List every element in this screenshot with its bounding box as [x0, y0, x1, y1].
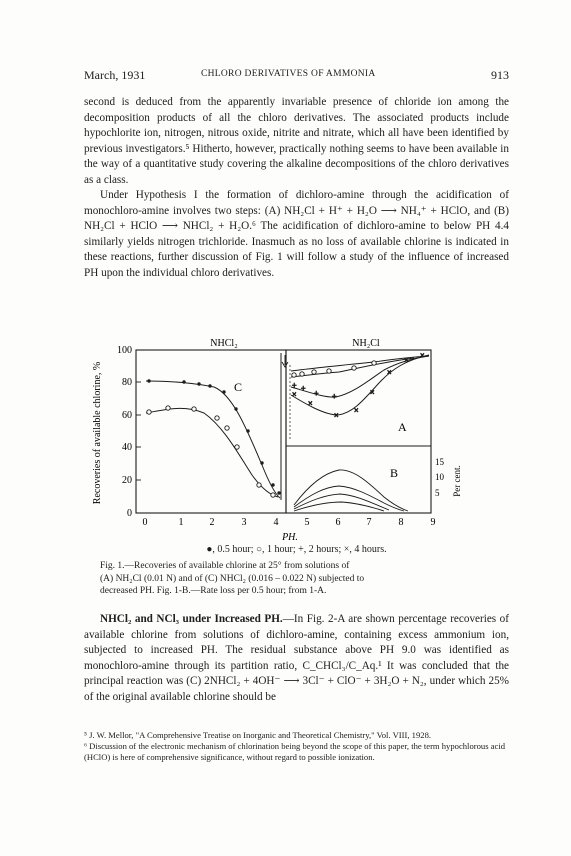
panel-c-letter: C — [234, 380, 243, 394]
svg-text:+: + — [301, 384, 306, 393]
points-c — [147, 379, 280, 494]
right-axis-label: Per cent. — [452, 465, 462, 497]
svg-text:×: × — [370, 388, 375, 397]
y-tick: 100 — [117, 345, 132, 356]
x-tick: 5 — [304, 517, 310, 528]
figure-legend: ●, 0.5 hour; ○, 1 hour; +, 2 hours; ×, 4 hours. — [206, 544, 387, 555]
svg-text:×: × — [292, 390, 297, 399]
svg-text:+: + — [292, 381, 297, 390]
x-axis-ticks — [143, 517, 436, 528]
y-tick: 60 — [122, 410, 132, 421]
caption-line-2: (A) NH₂Cl (0.01 N) and of (C) NHCl₂ (0.016 – 0.022 N) subjected to — [100, 573, 365, 584]
header-date: March, 1931 — [84, 68, 146, 82]
label-nhcl2: NHCl₂ — [210, 338, 238, 349]
x-tick: 4 — [273, 517, 279, 528]
caption-line-1: Fig. 1.—Recoveries of available chlorine at 25° from solutions of — [100, 561, 350, 571]
right-axis-ticks — [435, 457, 445, 498]
panel-b-letter: B — [390, 466, 399, 480]
y-axis-ticks — [117, 345, 132, 519]
section-heading: NHCl₂ and NCl₃ under Increased PH. — [100, 613, 283, 625]
x-tick: 3 — [241, 517, 247, 528]
svg-text:×: × — [308, 399, 313, 408]
x-tick: 9 — [430, 517, 436, 528]
svg-text:×: × — [354, 406, 359, 415]
x-tick: 2 — [209, 517, 215, 528]
svg-text:+: + — [332, 392, 337, 401]
y-tick: 20 — [122, 475, 132, 486]
curve-c-05h — [146, 381, 280, 498]
x-tick: 8 — [398, 517, 404, 528]
right-tick: 10 — [435, 472, 444, 482]
paragraph-3: —In Fig. 2-A are shown percentage recoveries of available chlorine from solutions of dichloro-amine, containing excess ammonium ion, subjected to increased PH. The residual substance above PH 9.0 was identified as monochloro-amine through its partition ratio, C_CHCl₃/C_Aq.¹ It was concluded that the principal reaction was (C) 2NHCl₂ + 4OH⁻ ⟶ 3Cl⁻ + ClO⁻ + 3H₂O + N₂, under which 25% of the original available chlorine should be — [84, 613, 509, 703]
y-tick-marks — [136, 382, 141, 480]
svg-text:×: × — [404, 356, 409, 365]
markers-a — [292, 351, 425, 420]
y-axis-label: Recoveries of available chlorine, % — [92, 361, 103, 505]
x-tick: 6 — [335, 517, 341, 528]
y-tick: 80 — [122, 377, 132, 388]
caption-line-3: decreased PH. Fig. 1-B.—Rate loss per 0.5 hour; from 1-A. — [100, 586, 327, 596]
right-tick: 5 — [435, 488, 440, 498]
header-title: CHLORO DERIVATIVES OF AMMONIA — [201, 69, 376, 79]
curve-b-4 — [294, 502, 384, 511]
figure-caption — [100, 560, 495, 598]
running-header — [84, 68, 509, 84]
body-text-top — [84, 95, 509, 281]
svg-text:×: × — [387, 368, 392, 377]
x-tick: 7 — [366, 517, 372, 528]
x-tick: 0 — [142, 517, 148, 528]
figure-1 — [84, 335, 509, 545]
x-tick: 1 — [178, 517, 184, 528]
y-tick: 0 — [127, 508, 132, 519]
y-tick: 40 — [122, 442, 132, 453]
panel-a-letter: A — [398, 420, 407, 434]
paragraph-2: Under Hypothesis I the formation of dichloro-amine through the acidification of monochloro-amine involves two steps: (A) NH₂Cl + H⁺ + H₂O ⟶ NH₄⁺ + HClO, and (B) NH₂Cl + HClO ⟶ NHCl₂ + H₂O.⁶ The acidification of dichloro-amine to below PH 4.4 similarly yields nitrogen trichloride. Inasmuch as no loss of available chlorine is indicated in these reactions, further discussion of Fig. 1 will follow a study of the influence of increased PH upon the individual chloro derivatives. — [84, 189, 509, 279]
x-axis-label: PH. — [282, 532, 298, 543]
footnotes — [84, 730, 509, 764]
svg-text:+: + — [314, 389, 319, 398]
label-nh2cl: NH₂Cl — [352, 338, 380, 349]
body-text-bottom — [84, 612, 509, 705]
footnote-5: ⁵ J. W. Mellor, "A Comprehensive Treatise on Inorganic and Theoretical Chemistry," Vol. VIII, 1928. — [84, 730, 432, 740]
footnote-6: ⁶ Discussion of the electronic mechanism of chlorination being beyond the scope of this paper, the term hypochlorous acid (HClO) is here of comprehensive significance, without regard to possible ionization. — [84, 741, 506, 763]
svg-text:×: × — [334, 411, 339, 420]
page-number: 913 — [491, 68, 509, 82]
paragraph-1: second is deduced from the apparently invariable presence of chloride ion among the decomposition products of all the chloro derivatives. The associated products include hypochlorite ion, nitrogen, nitrous oxide, nitrite and nitrate, which all have been identified by previous investigators.⁵ Hitherto, however, practically nothing seems to have been available in the way of a quantitative study covering the alkaline decompositions of the chloro derivatives as a class. — [84, 96, 509, 186]
right-tick: 15 — [435, 457, 444, 467]
svg-text:×: × — [420, 351, 425, 360]
transition-arrow — [282, 355, 288, 367]
curve-b-2 — [294, 486, 404, 511]
